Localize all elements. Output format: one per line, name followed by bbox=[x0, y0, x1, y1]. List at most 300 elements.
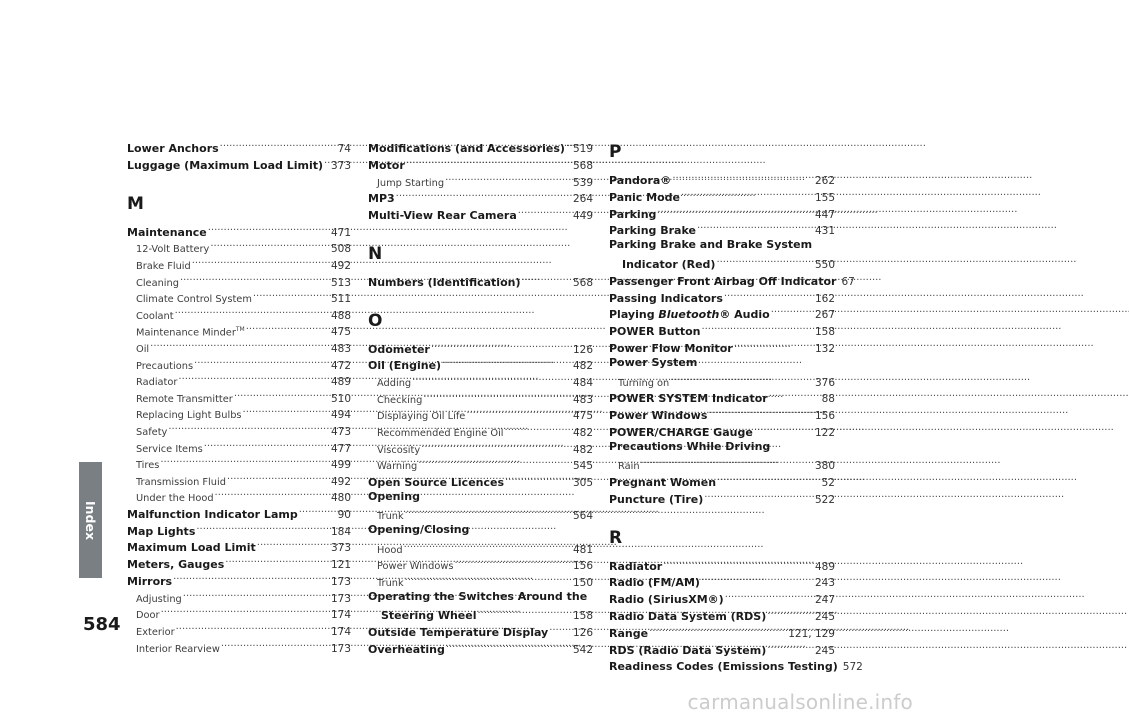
entry-label-text: Brake Fluid bbox=[136, 260, 191, 272]
entry-label-text: Precautions bbox=[136, 360, 194, 372]
entry-label-text: Outside Temperature Display bbox=[368, 626, 549, 640]
index-column-3 bbox=[609, 138, 863, 674]
entry-label-text: Opening bbox=[368, 489, 420, 503]
entry-label-text: Lower Anchors bbox=[127, 142, 219, 155]
dot-leader bbox=[641, 455, 811, 469]
entry-label bbox=[377, 409, 465, 426]
entry-page-ref[interactable]: 305 bbox=[572, 476, 593, 489]
entry-page-ref[interactable]: 483 bbox=[572, 393, 593, 406]
dot-leader bbox=[478, 605, 569, 619]
dot-leader bbox=[466, 405, 569, 419]
entry-label-text: Oil bbox=[136, 343, 150, 355]
dot-leader bbox=[246, 321, 327, 335]
index-section bbox=[609, 524, 863, 674]
entry-label-text: Overheating bbox=[368, 642, 445, 656]
entry-label-text: Safety bbox=[136, 426, 168, 438]
dot-leader bbox=[257, 537, 327, 551]
entry-label bbox=[368, 208, 517, 225]
dot-leader bbox=[225, 554, 327, 568]
entry-label-text: Recommended Engine Oil bbox=[377, 427, 504, 439]
dot-leader bbox=[771, 304, 811, 318]
entry-page-ref[interactable]: 568 bbox=[572, 159, 593, 172]
dot-leader bbox=[670, 372, 811, 386]
entry-page-ref[interactable]: 174 bbox=[330, 609, 351, 622]
entry-page-ref[interactable]: 508 bbox=[330, 243, 351, 256]
entry-page-ref[interactable]: 267 bbox=[814, 309, 835, 322]
entry-label-text: Adding bbox=[377, 378, 412, 390]
dot-leader bbox=[253, 288, 327, 302]
entry-page-ref[interactable]: 376 bbox=[814, 376, 835, 389]
entry-page-ref[interactable]: 477 bbox=[330, 442, 351, 455]
entry-label-text: Maintenance bbox=[127, 225, 207, 239]
entry-page-ref[interactable]: 473 bbox=[330, 425, 351, 438]
entry-label bbox=[136, 425, 167, 442]
section-letter-n: N bbox=[368, 243, 383, 264]
index-section bbox=[127, 190, 351, 655]
dot-leader bbox=[421, 439, 569, 453]
entry-page-ref[interactable]: 173 bbox=[330, 576, 351, 589]
entry-page-ref[interactable]: 499 bbox=[330, 459, 351, 472]
entry-page-ref[interactable]: 156 bbox=[572, 560, 593, 573]
entry-label bbox=[136, 642, 220, 659]
entry-label bbox=[377, 376, 411, 393]
entry-page-ref[interactable]: 67 bbox=[841, 275, 855, 288]
index-section bbox=[368, 307, 593, 656]
index-section bbox=[368, 240, 593, 289]
dot-leader bbox=[234, 388, 327, 402]
entry-label bbox=[127, 158, 323, 175]
dot-leader bbox=[672, 170, 811, 184]
dot-leader bbox=[431, 339, 569, 353]
entry-label-text: Trunk bbox=[377, 577, 404, 589]
entry-label-text: Readiness Codes (Emissions Testing) bbox=[609, 660, 838, 674]
entry-label-text: Meters, Gauges bbox=[127, 558, 225, 572]
trademark-superscript: TM bbox=[235, 326, 245, 334]
entry-label-text: Displaying Oil Life bbox=[377, 411, 466, 423]
index-entry-power-flow-monitor[interactable] bbox=[609, 338, 835, 355]
entry-page-ref[interactable]: 550 bbox=[814, 258, 835, 271]
entry-page-ref[interactable]: 88 bbox=[821, 393, 835, 406]
index-column-1 bbox=[127, 138, 351, 654]
entry-label-text: Radio Data System (RDS) bbox=[609, 609, 767, 623]
entry-page-ref[interactable]: 519 bbox=[572, 143, 593, 155]
entry-label-text: Opening/Closing bbox=[368, 522, 470, 536]
index-column-2 bbox=[368, 138, 593, 656]
entry-label bbox=[136, 342, 149, 359]
dot-leader bbox=[522, 272, 569, 286]
entry-label-text: Service Items bbox=[136, 443, 203, 455]
dot-leader bbox=[454, 555, 568, 569]
entry-label-text: Power System bbox=[609, 355, 698, 369]
entry-label bbox=[609, 659, 838, 676]
dot-leader bbox=[210, 238, 327, 252]
entry-label bbox=[609, 207, 656, 224]
entry-label-text: Parking Brake and Brake System bbox=[609, 238, 813, 252]
dot-leader bbox=[566, 138, 569, 152]
entry-page-ref[interactable]: 542 bbox=[572, 643, 593, 656]
dot-leader bbox=[423, 389, 569, 403]
entry-page-ref[interactable]: 245 bbox=[814, 644, 835, 657]
entry-label bbox=[609, 475, 716, 492]
entry-label bbox=[368, 342, 430, 359]
entry-page-ref[interactable]: 472 bbox=[330, 359, 351, 372]
entry-page-ref[interactable]: 483 bbox=[330, 342, 351, 355]
entry-label-text: Transmission Fluid bbox=[136, 476, 226, 488]
entry-label bbox=[609, 324, 700, 341]
entry-label-suffix: ® Audio bbox=[719, 308, 770, 322]
entry-label-text: Viscosity bbox=[377, 444, 421, 456]
dot-leader bbox=[657, 204, 811, 218]
entry-page-ref[interactable]: 480 bbox=[330, 492, 351, 505]
dot-leader bbox=[324, 155, 327, 169]
entry-label-text: Puncture (Tire) bbox=[609, 492, 704, 506]
index-entry-luggage-maximum-load-limit[interactable] bbox=[127, 155, 351, 172]
entry-label-text: Malfunction Indicator Lamp bbox=[127, 507, 298, 521]
entry-label bbox=[609, 408, 707, 425]
entry-label-text: Precautions While Driving bbox=[609, 439, 771, 453]
entry-label-text: MP3 bbox=[368, 192, 395, 206]
entry-label-text: Power Windows bbox=[609, 408, 708, 422]
entry-page-ref[interactable]: 74 bbox=[337, 143, 351, 155]
entry-label-text: Rain bbox=[618, 461, 640, 473]
entry-label-text: RDS (Radio Data System) bbox=[609, 643, 767, 657]
entry-label-text: Maximum Load Limit bbox=[127, 541, 256, 555]
dot-leader bbox=[194, 355, 327, 369]
entry-page-ref[interactable]: 52 bbox=[821, 476, 835, 489]
index-entry-numbers-identification[interactable] bbox=[368, 272, 593, 289]
dot-leader bbox=[192, 255, 327, 269]
index-section bbox=[127, 138, 351, 172]
entry-page-ref[interactable]: 568 bbox=[572, 276, 593, 289]
entry-page-ref[interactable]: 264 bbox=[572, 193, 593, 206]
entry-page-ref[interactable]: 173 bbox=[330, 642, 351, 655]
entry-label bbox=[136, 375, 177, 392]
entry-label-text: Parking bbox=[609, 207, 657, 221]
entry-label bbox=[368, 158, 405, 175]
entry-label bbox=[609, 173, 671, 190]
entry-page-ref[interactable]: 484 bbox=[572, 377, 593, 390]
dot-leader bbox=[196, 521, 327, 535]
dot-leader bbox=[406, 155, 569, 169]
dot-leader bbox=[717, 472, 818, 486]
entry-label-text: Odometer bbox=[368, 342, 430, 356]
entry-label-text: Exterior bbox=[136, 627, 175, 639]
entry-page-ref[interactable]: 243 bbox=[814, 577, 835, 590]
entry-page-ref[interactable]: 513 bbox=[330, 276, 351, 289]
entry-page-ref[interactable]: 572 bbox=[842, 661, 863, 674]
dot-leader bbox=[175, 305, 327, 319]
entry-page-ref[interactable]: 545 bbox=[572, 460, 593, 473]
entry-label-text: Tires bbox=[136, 460, 160, 472]
index-entry-rds-radio-data-system[interactable] bbox=[609, 640, 835, 657]
entry-label-text: Radio (FM/AM) bbox=[609, 576, 700, 590]
entry-label-text: Multi-View Rear Camera bbox=[368, 208, 517, 222]
entry-label bbox=[377, 393, 422, 410]
entry-label bbox=[609, 592, 724, 609]
entry-label-italic: Bluetooth bbox=[658, 308, 720, 322]
dot-leader bbox=[404, 539, 569, 553]
entry-label-text: Luggage (Maximum Load Limit) bbox=[127, 158, 324, 172]
entry-label-text: Open Source Licences bbox=[368, 475, 505, 489]
entry-label bbox=[377, 459, 417, 476]
entry-label-text: Replacing Light Bulbs bbox=[136, 410, 242, 422]
entry-label-text: Under the Hood bbox=[136, 493, 214, 505]
entry-label bbox=[136, 625, 175, 642]
entry-label bbox=[127, 574, 172, 591]
entry-label-text: Passing Indicators bbox=[609, 291, 723, 305]
entry-page-ref[interactable]: 471 bbox=[330, 226, 351, 239]
entry-label bbox=[381, 608, 477, 625]
entry-label bbox=[622, 257, 715, 274]
dot-leader bbox=[176, 621, 327, 635]
dot-leader bbox=[173, 571, 327, 585]
index-entry-parking-brake[interactable] bbox=[609, 220, 835, 237]
page-number: 584 bbox=[83, 614, 121, 635]
index-entry-puncture-tire[interactable] bbox=[609, 489, 835, 506]
entry-label-text: Radiator bbox=[609, 559, 663, 573]
entry-label-text: Oil (Engine) bbox=[368, 359, 442, 373]
entry-label bbox=[609, 575, 700, 592]
dot-leader bbox=[754, 422, 811, 436]
entry-page-ref[interactable]: 539 bbox=[572, 176, 593, 189]
entry-page-ref[interactable]: 431 bbox=[814, 225, 835, 238]
entry-page-ref[interactable]: 247 bbox=[814, 594, 835, 607]
dot-leader bbox=[243, 404, 327, 418]
entry-page-ref[interactable]: 475 bbox=[572, 410, 593, 423]
entry-page-ref[interactable]: 380 bbox=[814, 460, 835, 473]
entry-label-text: Pandora® bbox=[609, 174, 672, 187]
entry-label-text: Coolant bbox=[136, 310, 174, 322]
entry-label-text: Climate Control System bbox=[136, 294, 252, 306]
index-side-tab-label bbox=[79, 462, 102, 578]
entry-label-text: Playing bbox=[609, 308, 659, 322]
entry-label-text: Checking bbox=[377, 394, 423, 406]
entry-page-ref[interactable]: 510 bbox=[330, 392, 351, 405]
entry-label bbox=[618, 459, 640, 476]
entry-page-ref[interactable]: 126 bbox=[572, 627, 593, 640]
entry-page-ref[interactable]: 158 bbox=[814, 326, 835, 339]
entry-label bbox=[609, 291, 723, 308]
entry-label-text: Map Lights bbox=[127, 524, 196, 538]
watermark: carmanualsonline.info bbox=[687, 690, 913, 714]
dot-leader bbox=[178, 371, 327, 385]
index-entry-power-charge-gauge[interactable] bbox=[609, 422, 835, 439]
index-entry-open-source-licences[interactable] bbox=[368, 472, 593, 489]
entry-page-ref[interactable]: 564 bbox=[572, 510, 593, 523]
section-letter-p: P bbox=[609, 142, 622, 162]
entry-label-text: Warning bbox=[377, 461, 418, 473]
entry-page-ref[interactable]: 122 bbox=[814, 426, 835, 439]
entry-page-ref[interactable]: 121 bbox=[330, 559, 351, 572]
dot-leader bbox=[150, 338, 327, 352]
entry-label bbox=[609, 559, 662, 576]
entry-label-text: Pregnant Women bbox=[609, 475, 717, 489]
entry-page-ref[interactable]: 489 bbox=[814, 560, 835, 573]
dot-leader bbox=[161, 604, 327, 618]
entry-label-text: Indicator (Red) bbox=[622, 257, 716, 271]
entry-label-text: Remote Transmitter bbox=[136, 393, 233, 405]
index-section bbox=[609, 138, 855, 506]
entry-label-text: Panic Mode bbox=[609, 190, 680, 204]
entry-label-text: Interior Rearview bbox=[136, 643, 220, 655]
entry-page-ref[interactable]: 522 bbox=[814, 493, 835, 506]
dot-leader bbox=[549, 622, 569, 636]
dot-leader bbox=[724, 288, 811, 302]
entry-label-text: Turning on bbox=[618, 377, 670, 389]
dot-leader bbox=[183, 588, 327, 602]
entry-page-ref[interactable]: 482 bbox=[572, 443, 593, 456]
entry-label bbox=[377, 543, 403, 560]
entry-page-ref[interactable]: 121, 129 bbox=[788, 627, 835, 640]
entry-label bbox=[368, 642, 445, 659]
index-entry-lower-anchors[interactable] bbox=[127, 138, 351, 155]
index-entry-multi-view-rear-camera[interactable] bbox=[368, 205, 593, 222]
dot-leader bbox=[180, 272, 327, 286]
dot-leader bbox=[681, 187, 811, 201]
dot-leader bbox=[405, 505, 569, 519]
entry-label-text: Adjusting bbox=[136, 593, 182, 605]
dot-leader bbox=[704, 489, 811, 503]
entry-label-text: 12-Volt Battery bbox=[136, 244, 210, 256]
entry-page-ref[interactable]: 475 bbox=[330, 326, 351, 339]
dot-leader bbox=[663, 556, 811, 570]
entry-page-ref[interactable]: 481 bbox=[572, 543, 593, 556]
dot-leader bbox=[701, 321, 810, 335]
entry-label bbox=[377, 443, 420, 460]
dot-leader bbox=[767, 640, 811, 654]
entry-page-ref[interactable]: 156 bbox=[814, 409, 835, 422]
dot-leader bbox=[769, 388, 818, 402]
entry-label-text: Door bbox=[136, 610, 160, 622]
dot-leader bbox=[160, 454, 327, 468]
section-letter-r: R bbox=[609, 527, 623, 548]
entry-label-text: POWER SYSTEM Indicator bbox=[609, 392, 768, 406]
dot-leader bbox=[412, 372, 569, 386]
dot-leader bbox=[716, 254, 811, 268]
entry-page-ref[interactable]: 492 bbox=[330, 259, 351, 272]
entry-page-ref[interactable]: 488 bbox=[330, 309, 351, 322]
entry-label-text: Parking Brake bbox=[609, 224, 696, 238]
dot-leader bbox=[442, 355, 569, 369]
dot-leader bbox=[405, 572, 569, 586]
entry-label-text: Radio (SiriusXM®) bbox=[609, 593, 724, 607]
dot-leader bbox=[701, 572, 811, 586]
entry-label bbox=[136, 491, 214, 508]
entry-label bbox=[136, 392, 233, 409]
entry-label bbox=[136, 458, 159, 475]
dot-leader bbox=[505, 422, 569, 436]
entry-label-text: Numbers (Identification) bbox=[368, 275, 521, 289]
dot-leader bbox=[221, 638, 327, 652]
entry-label bbox=[609, 643, 766, 660]
entry-page-ref[interactable]: 174 bbox=[330, 626, 351, 639]
entry-label bbox=[136, 475, 226, 492]
entry-page-ref[interactable]: 245 bbox=[814, 610, 835, 623]
entry-label bbox=[609, 626, 648, 643]
entry-page-ref[interactable]: 492 bbox=[330, 475, 351, 488]
entry-page-ref[interactable]: 150 bbox=[572, 576, 593, 589]
entry-label-text: Power Windows bbox=[377, 561, 454, 573]
entry-page-ref[interactable]: 132 bbox=[814, 342, 835, 355]
entry-page-ref[interactable]: 449 bbox=[572, 209, 593, 222]
entry-label-text: Maintenance Minder bbox=[136, 327, 236, 339]
dot-leader bbox=[649, 623, 784, 637]
entry-label bbox=[609, 492, 703, 509]
entry-label-text: Steering Wheel bbox=[381, 609, 477, 623]
index-entry-readiness-codes-emissions-testing[interactable] bbox=[609, 656, 863, 674]
entry-page-ref[interactable]: 373 bbox=[330, 159, 351, 172]
entry-label-text: Hood bbox=[377, 544, 403, 556]
section-letter-m: M bbox=[127, 193, 144, 214]
entry-label-text: POWER/CHARGE Gauge bbox=[609, 425, 753, 439]
dot-leader bbox=[204, 438, 327, 452]
dot-leader bbox=[446, 639, 569, 653]
entry-label bbox=[368, 191, 395, 208]
index-entry-indicator-red[interactable] bbox=[609, 254, 835, 271]
entry-label bbox=[618, 376, 669, 393]
dot-leader bbox=[208, 222, 327, 236]
entry-page-ref[interactable]: 482 bbox=[572, 426, 593, 439]
entry-label bbox=[127, 141, 219, 158]
entry-page-ref[interactable]: 126 bbox=[572, 343, 593, 356]
entry-label bbox=[127, 524, 195, 541]
dot-leader bbox=[215, 487, 327, 501]
entry-page-ref[interactable]: 447 bbox=[814, 208, 835, 221]
entry-label bbox=[368, 275, 521, 292]
entry-page-ref[interactable]: 155 bbox=[814, 191, 835, 204]
dot-leader bbox=[299, 504, 334, 518]
entry-page-ref[interactable]: 373 bbox=[330, 542, 351, 555]
entry-label bbox=[136, 608, 160, 625]
dot-leader bbox=[227, 471, 327, 485]
dot-leader bbox=[725, 589, 811, 603]
entry-label-text: Radiator bbox=[136, 377, 178, 389]
dot-leader bbox=[767, 606, 811, 620]
entry-label-text: Jump Starting bbox=[377, 177, 445, 189]
section-letter-o: O bbox=[368, 310, 383, 331]
index-entry-overheating[interactable] bbox=[368, 639, 593, 656]
entry-page-ref[interactable]: 494 bbox=[330, 409, 351, 422]
entry-page-ref[interactable]: 162 bbox=[814, 292, 835, 305]
entry-page-ref[interactable]: 489 bbox=[330, 376, 351, 389]
entry-page-ref[interactable]: 262 bbox=[814, 175, 835, 187]
dot-leader bbox=[505, 472, 569, 486]
entry-page-ref[interactable]: 173 bbox=[330, 592, 351, 605]
entry-label-text: Trunk bbox=[377, 511, 404, 523]
entry-label-text: Modifications (and Accessories) bbox=[368, 142, 565, 155]
index-section bbox=[368, 138, 593, 222]
entry-page-ref[interactable]: 511 bbox=[330, 293, 351, 306]
entry-label-text: Power Flow Monitor bbox=[609, 341, 733, 355]
dot-leader bbox=[734, 338, 811, 352]
index-entry-trunk[interactable] bbox=[368, 505, 593, 522]
entry-page-ref[interactable]: 90 bbox=[337, 508, 351, 521]
entry-label-text: Motor bbox=[368, 158, 405, 172]
dot-leader bbox=[396, 188, 569, 202]
dot-leader bbox=[518, 205, 569, 219]
entry-label-text: Range bbox=[609, 626, 649, 640]
entry-page-ref[interactable]: 184 bbox=[330, 525, 351, 538]
dot-leader bbox=[708, 405, 811, 419]
entry-page-ref[interactable]: 482 bbox=[572, 360, 593, 373]
entry-label-text: Passenger Front Airbag Off Indicator bbox=[609, 274, 837, 288]
entry-label-text: Cleaning bbox=[136, 277, 179, 289]
dot-leader bbox=[220, 138, 334, 152]
entry-page-ref[interactable]: 158 bbox=[572, 610, 593, 623]
entry-label bbox=[127, 225, 207, 242]
entry-label-text: POWER Button bbox=[609, 325, 701, 339]
dot-leader bbox=[418, 455, 569, 469]
